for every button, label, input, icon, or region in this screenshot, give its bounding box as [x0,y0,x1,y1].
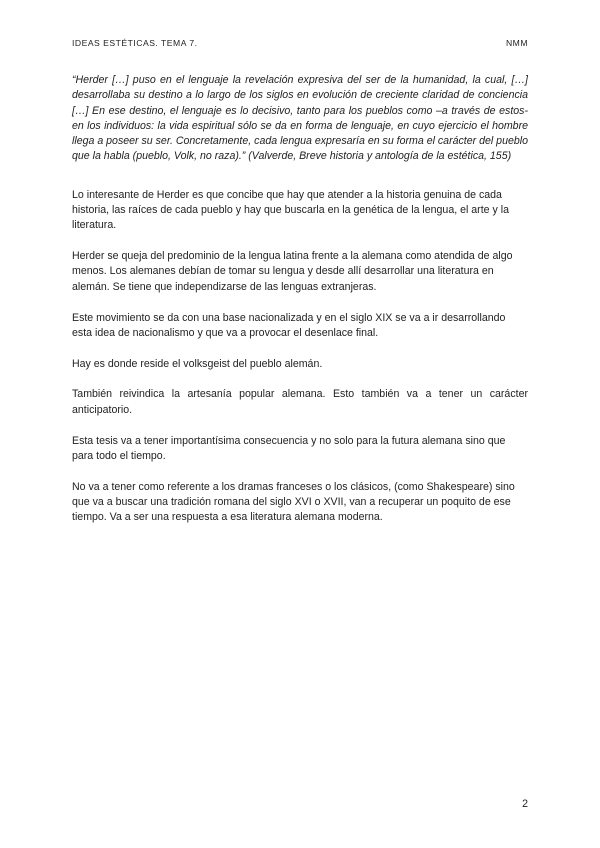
page-number: 2 [522,798,528,810]
header-initials: NMM [505,38,528,48]
page-content [72,73,528,541]
paragraph-volksgeist: Hay es donde reside el volksgeist del pueblo alemán. [72,357,323,370]
paragraph-artesania: También reivindica la artesanía popular alemana. Esto también va a tener un carácter anticipatorio. [72,388,528,416]
page-header [72,38,528,50]
paragraph-herder-history: Lo interesante de Herder es que concibe que hay que atender a la historia genuina de cada historia, las raíces de cada pueblo y hay que buscarla en la genética de la lengua, el arte y la literatura. [72,188,509,232]
paragraph-latin-language: Herder se queja del predominio de la lengua latina frente a la alemana como atendida de algo menos. Los alemanes debían de tomar su lengua y desde allí desarrollar una literatura en alemán. Se tiene que independizarse de las lenguas extranjeras. [72,250,513,293]
header-title: IDEAS ESTÉTICAS. TEMA 7. [72,38,198,48]
quote-block: “Herder […] puso en el lenguaje la revelación expresiva del ser de la humanidad, la cual, […] desarrollaba su destino a lo largo de los siglos en evolución de creciente claridad de conciencia […] En ese destino, el lenguaje es lo decisivo, tanto para los pueblos como –a través de estos- en los individuos: la vida espiritual sólo se da en forma de lenguaje, en cuyo ejercicio el hombre llega a poseer su ser. Concretamente, cada lengua expresaría en su forma el carácter del pueblo que la habla (pueblo, Volk, no raza).” (Valverde, Breve historia y antología de la estética, 155) [72,74,528,163]
paragraph-nationalism: Este movimiento se da con una base nacionalizada y en el siglo XIX se va a ir desarrollando esta idea de nacionalismo y que va a provocar el desenlace final. [72,311,506,339]
paragraph-tesis: Esta tesis va a tener importantísima consecuencia y no solo para la futura alemana sino que para todo el tiempo. [72,434,506,462]
paragraph-tradicion: No va a tener como referente a los dramas franceses o los clásicos, (como Shakespeare) sino que va a buscar una tradición romana del siglo XVI o XVII, van a recuperar un poquito de ese tiempo. Va a ser una respuesta a esa literatura alemana moderna. [72,480,515,524]
